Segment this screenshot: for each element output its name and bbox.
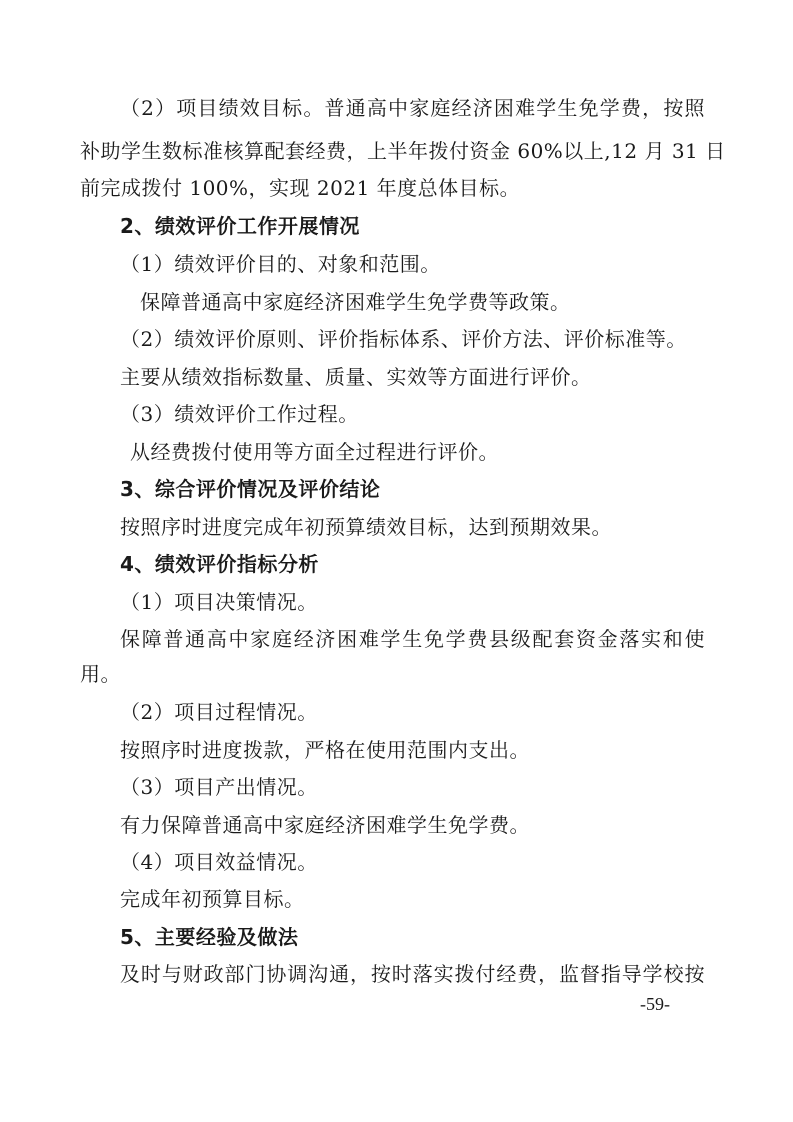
paragraph-line: （3）项目产出情况。 <box>120 775 318 799</box>
paragraph-line: 及时与财政部门协调沟通，按时落实拨付经费，监督指导学校按 <box>120 962 705 986</box>
paragraph-line: 补助学生数标准核算配套经费，上半年拨付资金 60%以上,12 月 31 日 <box>80 139 726 163</box>
paragraph-line: （1）项目决策情况。 <box>120 590 318 614</box>
paragraph-line: （2）项目绩效目标。普通高中家庭经济困难学生免学费，按照 <box>120 96 705 120</box>
paragraph-line: 有力保障普通高中家庭经济困难学生免学费。 <box>120 813 530 837</box>
section-heading: 2、绩效评价工作开展情况 <box>120 214 360 238</box>
paragraph-line: （4）项目效益情况。 <box>120 850 318 874</box>
paragraph-line: 保障普通高中家庭经济困难学生免学费等政策。 <box>140 290 571 314</box>
paragraph-line: （3）绩效评价工作过程。 <box>120 402 359 426</box>
paragraph-line: （2）项目过程情况。 <box>120 700 318 724</box>
paragraph-line: 从经费拨付使用等方面全过程进行评价。 <box>130 440 499 464</box>
paragraph-line: （1）绩效评价目的、对象和范围。 <box>120 252 441 276</box>
page-number: -59- <box>640 994 670 1014</box>
paragraph-line: 前完成拨付 100%，实现 2021 年度总体目标。 <box>80 176 521 200</box>
paragraph-line: （2）绩效评价原则、评价指标体系、评价方法、评价标准等。 <box>120 327 687 351</box>
section-heading: 3、综合评价情况及评价结论 <box>120 477 381 501</box>
paragraph-line: 主要从绩效指标数量、质量、实效等方面进行评价。 <box>120 365 592 389</box>
paragraph-line: 按照序时进度拨款，严格在使用范围内支出。 <box>120 738 530 762</box>
paragraph-line: 保障普通高中家庭经济困难学生免学费县级配套资金落实和使 <box>120 627 705 651</box>
paragraph-line: 完成年初预算目标。 <box>120 887 305 911</box>
paragraph-line: 用。 <box>80 662 121 686</box>
section-heading: 4、绩效评价指标分析 <box>120 552 319 576</box>
paragraph-line: 按照序时进度完成年初预算绩效目标，达到预期效果。 <box>120 515 612 539</box>
section-heading: 5、主要经验及做法 <box>120 925 299 949</box>
